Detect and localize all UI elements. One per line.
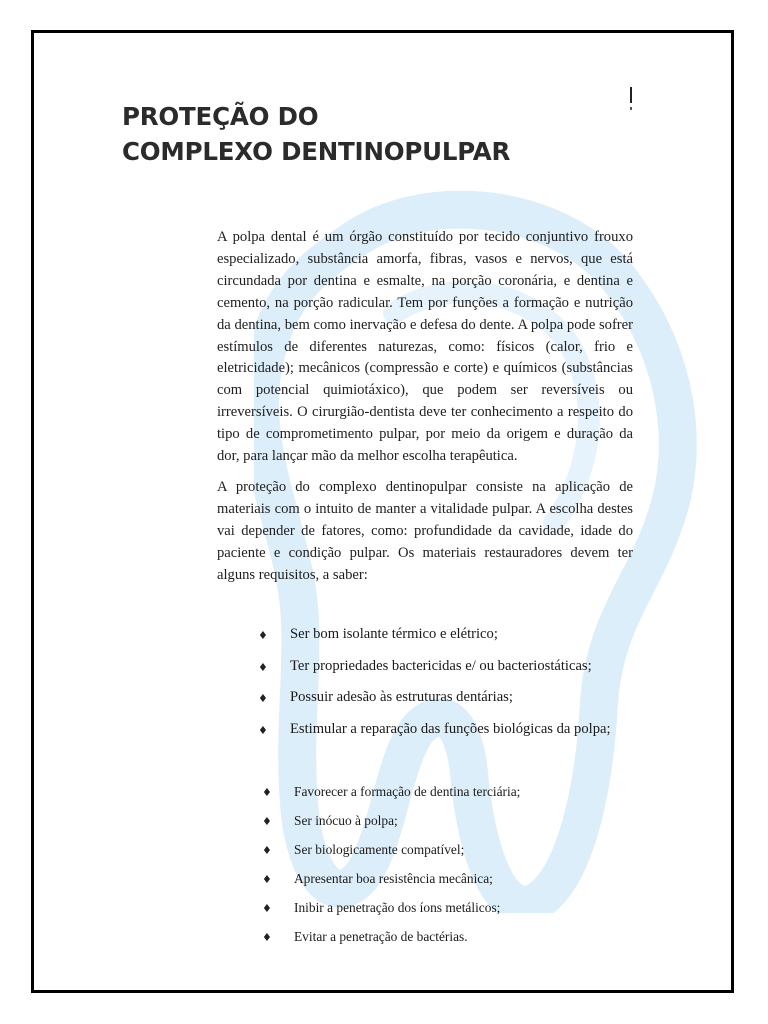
list-item [258, 656, 634, 678]
list-item-text: Evitar a penetração de bactérias. [294, 929, 468, 944]
diamond-bullet-icon: ♦ [262, 873, 272, 886]
list-item-text: Ser biologicamente compatível; [294, 842, 465, 857]
paragraph-intro: A polpa dental é um órgão constituído por tecido conjuntivo frouxo especializado, substância amorfa, fibras, vasos e nervos, que está circundada por dentina e esmalte, na porção coronária, e dentina e cemento, na porção radicular. Tem por funções a formação e nutrição da dentina, bem como inervação e defesa do dente. A polpa pode sofrer estímulos de diferentes naturezas, como: físicos (calor, frio e eletricidade); mecânicos (compressão e corte) e químicos (substâncias com potencial quimiotáxico), que podem ser reversíveis ou irreversíveis. O cirurgião-dentista deve ter conhecimento a respeito do tipo de comprometimento pulpar, por meio da origem e duração da dor, para lançar mão da melhor escolha terapêutica. [217, 229, 633, 465]
diamond-bullet-icon: ♦ [262, 786, 272, 799]
corner-mark [630, 87, 632, 103]
paragraph-protection: A proteção do complexo dentinopulpar consiste na aplicação de materiais com o intuito de manter a vitalidade pulpar. A escolha destes vai depender de fatores, como: profundidade da cavidade, idade do paciente e condição pulpar. Os materiais restauradores devem ter alguns requisitos, a saber: [217, 478, 633, 583]
list-item [262, 927, 632, 947]
page-title [122, 99, 510, 169]
diamond-bullet-icon: ♦ [258, 629, 268, 642]
list-item [258, 624, 634, 646]
list-item [262, 811, 632, 831]
list-item-text: Inibir a penetração dos íons metálicos; [294, 900, 501, 915]
diamond-bullet-icon: ♦ [262, 902, 272, 915]
list-item [258, 687, 634, 709]
list-item [258, 719, 634, 741]
diamond-bullet-icon: ♦ [262, 844, 272, 857]
list-item [262, 782, 632, 802]
list-item-text: Ser bom isolante térmico e elétrico; [290, 626, 498, 642]
list-item-text: Favorecer a formação de dentina terciária; [294, 784, 521, 799]
document-page [31, 30, 734, 993]
requirements-list-a [258, 624, 634, 751]
list-item-text: Ser inócuo à polpa; [294, 813, 398, 828]
diamond-bullet-icon: ♦ [258, 660, 268, 674]
requirements-list-b [262, 782, 632, 956]
diamond-bullet-icon: ♦ [258, 692, 268, 706]
title-line-1: PROTEÇÃO DO [122, 102, 319, 131]
diamond-bullet-icon: ♦ [262, 815, 272, 828]
diamond-bullet-icon: ♦ [258, 724, 268, 738]
list-item [262, 898, 632, 918]
list-item [262, 840, 632, 860]
list-item-text: Apresentar boa resistência mecânica; [294, 871, 493, 886]
list-item-text: Estimular a reparação das funções biológicas da polpa; [290, 721, 611, 738]
body-text [217, 227, 633, 587]
corner-dot [630, 107, 632, 110]
list-item [262, 869, 632, 889]
title-line-2: COMPLEXO DENTINOPULPAR [122, 137, 511, 166]
list-item-text: Ter propriedades bactericidas e/ ou bacteriostáticas; [290, 657, 592, 674]
list-item-text: Possuir adesão às estruturas dentárias; [290, 689, 513, 706]
diamond-bullet-icon: ♦ [262, 931, 272, 944]
